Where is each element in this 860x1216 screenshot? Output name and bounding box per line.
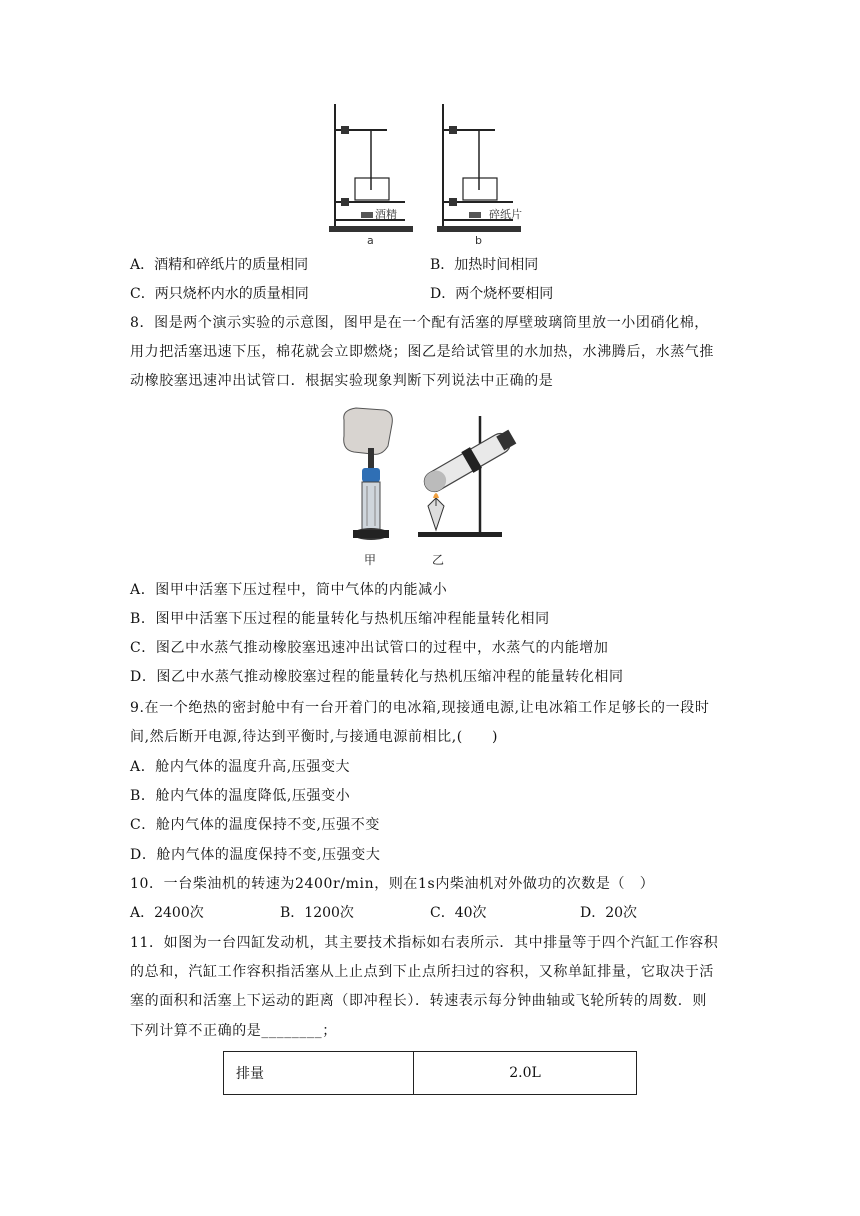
q8-option-d: D．图乙中水蒸气推动橡胶塞过程的能量转化与热机压缩冲程的能量转化相同 <box>130 669 624 685</box>
q9-option-b: B．舱内气体的温度降低,压强变小 <box>130 788 351 804</box>
label-sub-b: b <box>475 234 482 247</box>
heating-stands-figure <box>325 98 540 248</box>
q8-option-b: B．图甲中活塞下压过程的能量转化与热机压缩冲程能量转化相同 <box>130 611 550 627</box>
q11-stem-line-2: 的总和，汽缸工作容积指活塞从上止点到下止点所扫过的容积，又称单缸排量，它取决于活 <box>130 964 714 980</box>
q9-option-a: A．舱内气体的温度升高,压强变大 <box>130 759 351 775</box>
label-yi: 乙 <box>432 553 445 567</box>
q7-option-d: D．两个烧杯要相同 <box>430 286 554 302</box>
q7-option-a: A．酒精和碎纸片的质量相同 <box>130 257 309 273</box>
q8-option-a: A．图甲中活塞下压过程中，筒中气体的内能减小 <box>130 582 448 598</box>
q9-option-d: D．舱内气体的温度保持不变,压强变大 <box>130 847 381 863</box>
q8-stem-line-1: 8．图是两个演示实验的示意图，图甲是在一个配有活塞的厚壁玻璃筒里放一小团硝化棉， <box>130 315 709 331</box>
alcohol-lamp <box>428 493 444 530</box>
q10-stem: 10．一台柴油机的转速为2400r/min，则在1s内柴油机对外做功的次数是（ ） <box>130 876 655 892</box>
q9-stem-line-1: 9.在一个绝热的密封舱中有一台开着门的电冰箱,现接通电源,让电冰箱工作足够长的一段时 <box>130 700 710 716</box>
q8-stem-line-2: 用力把活塞迅速下压，棉花就会立即燃烧；图乙是给试管里的水加热，水沸腾后，水蒸气推 <box>130 344 714 360</box>
hand-shape <box>344 408 393 454</box>
spec-value: 2.0L <box>414 1052 637 1095</box>
q10-option-c: C．40次 <box>430 905 487 921</box>
glass-cylinder <box>362 482 380 530</box>
q7-option-b: B．加热时间相同 <box>430 257 539 273</box>
engine-spec-table <box>223 1051 637 1095</box>
label-jiujing: 酒精 <box>375 208 397 221</box>
experiment-figure <box>332 406 542 568</box>
q7-option-c: C．两只烧杯内水的质量相同 <box>130 286 309 302</box>
label-sub-a: a <box>367 234 374 247</box>
q9-option-c: C．舱内气体的温度保持不变,压强不变 <box>130 817 380 833</box>
q8-option-c: C．图乙中水蒸气推动橡胶塞迅速冲出试管口的过程中，水蒸气的内能增加 <box>130 640 609 656</box>
test-tube <box>420 426 519 497</box>
label-suizhipian: 碎纸片 <box>489 208 522 221</box>
spec-key: 排量 <box>224 1052 414 1095</box>
stand-a <box>329 104 413 232</box>
q11-stem-line-1: 11．如图为一台四缸发动机，其主要技术指标如右表所示．其中排量等于四个汽缸工作容积 <box>130 935 719 951</box>
q9-stem-line-2: 间,然后断开电源,待达到平衡时,与接通电源前相比,( ) <box>130 729 499 745</box>
q10-option-a: A．2400次 <box>130 905 204 921</box>
q8-stem-line-3: 动橡胶塞迅速冲出试管口．根据实验现象判断下列说法中正确的是 <box>130 373 554 389</box>
q10-option-d: D．20次 <box>580 905 638 921</box>
q10-option-b: B．1200次 <box>280 905 354 921</box>
q11-stem-line-4: 下列计算不正确的是________； <box>130 1023 337 1039</box>
q11-stem-line-3: 塞的面积和活塞上下运动的距离（即冲程长）．转速表示每分钟曲轴或飞轮所转的周数．则 <box>130 993 707 1009</box>
label-jia: 甲 <box>364 553 377 567</box>
table-row <box>224 1052 637 1095</box>
